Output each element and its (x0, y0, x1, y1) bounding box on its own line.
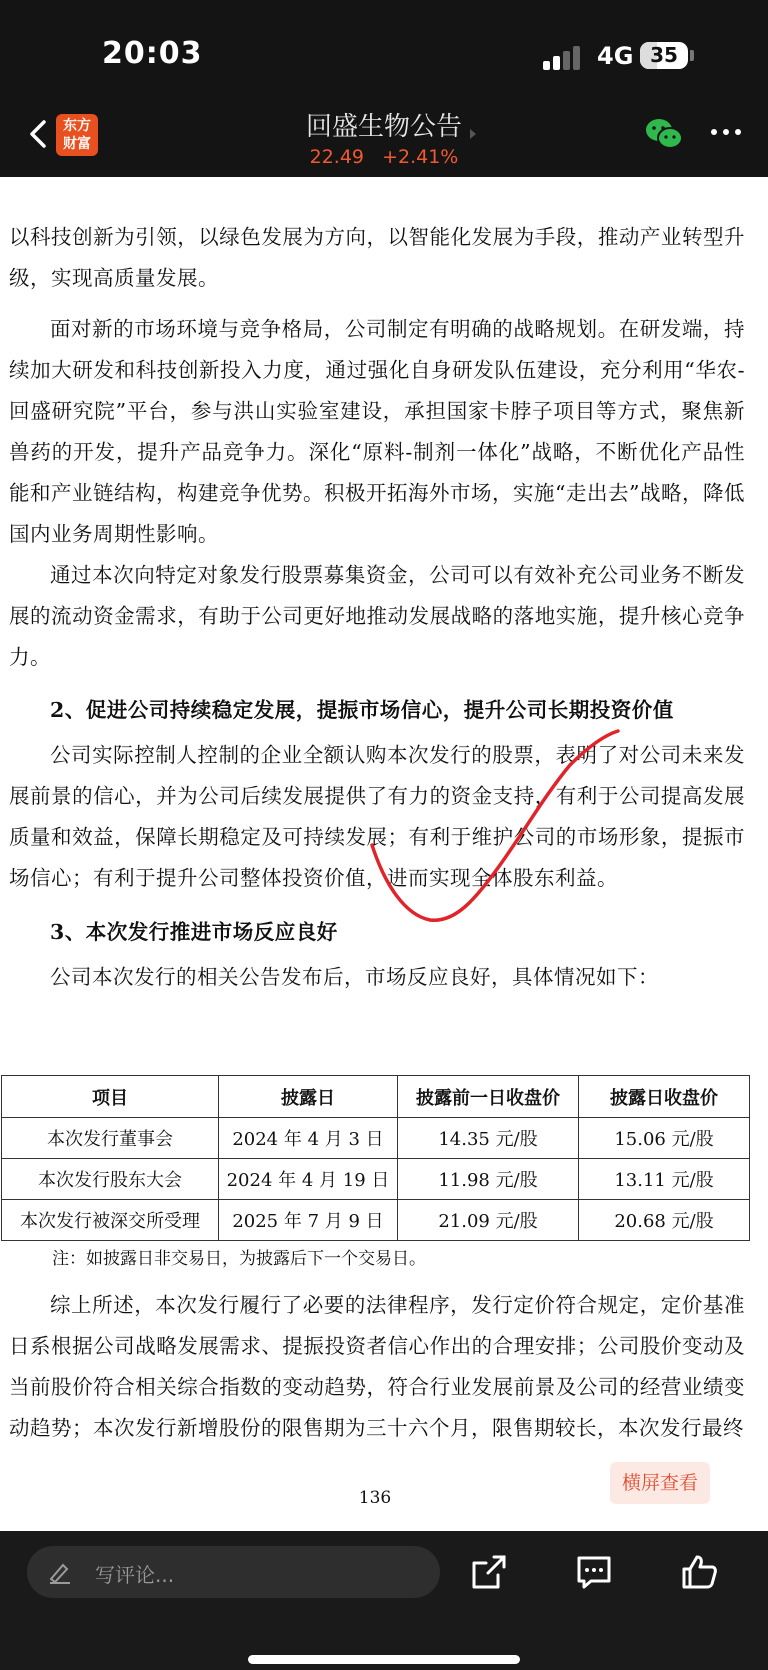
paragraph-3: 通过本次向特定对象发行股票募集资金，公司可以有效补充公司业务不断发展的流动资金需求，有助于公司更好地推动发展战略的落地实施，提升核心竞争力。 (9, 563, 745, 669)
stock-price: 22.49 (309, 146, 365, 168)
table-row (2, 1159, 750, 1200)
table-cell: 2024 年 4 月 3 日 (219, 1118, 398, 1159)
table-header: 披露前一日收盘价 (398, 1076, 579, 1118)
signal-icon (543, 44, 583, 70)
table-cell: 20.68 元/股 (579, 1200, 750, 1241)
table-cell: 本次发行被深交所受理 (2, 1200, 219, 1241)
paragraph-1: 以科技创新为引领，以绿色发展为方向，以智能化发展为手段，推动产业转型升级，实现高质量发展。 (9, 225, 745, 290)
page-title[interactable]: 回盛生物公告 (305, 112, 462, 142)
table-cell: 11.98 元/股 (398, 1159, 579, 1200)
table-header: 项目 (2, 1076, 219, 1118)
status-time: 20:03 (102, 36, 203, 71)
table-cell: 21.09 元/股 (398, 1200, 579, 1241)
table-cell: 15.06 元/股 (579, 1118, 750, 1159)
network-type: 4G (597, 42, 634, 70)
table-row (2, 1118, 750, 1159)
logo-text-2: 财富 (63, 136, 91, 152)
comment-input[interactable] (27, 1546, 440, 1598)
paragraph-5: 公司本次发行的相关公告发布后，市场反应良好，具体情况如下： (50, 965, 659, 989)
table-header: 披露日收盘价 (579, 1076, 750, 1118)
stock-change: +2.41% (382, 146, 459, 168)
logo-text-1: 东方 (63, 118, 91, 134)
battery-level: 35 (650, 43, 678, 67)
table-cell: 本次发行股东大会 (2, 1159, 219, 1200)
table-header-row (2, 1076, 750, 1118)
more-icon[interactable] (706, 122, 746, 142)
battery-icon (640, 42, 688, 69)
paragraph-6: 综上所述，本次发行履行了必要的法律程序，发行定价符合规定，定价基准日系根据公司战略发展需求、提振投资者信心作出的合理安排；公司股价变动及当前股价符合相关综合指数的变动趋势，符合行业发展前景及公司的经营业绩变动趋势；本次发行新增股份的限售期为三十六个月，限售期较长，本次发行最终 (9, 1293, 745, 1440)
table-header: 披露日 (219, 1076, 398, 1118)
battery-tip (690, 50, 694, 61)
table-cell: 13.11 元/股 (579, 1159, 750, 1200)
like-icon[interactable] (680, 1553, 718, 1591)
nav-bar (0, 100, 768, 177)
page-number: 136 (358, 1488, 392, 1508)
heading-2: 2、促进公司持续稳定发展，提振市场信心，提升公司长期投资价值 (50, 698, 674, 722)
wechat-icon[interactable] (644, 116, 684, 152)
home-indicator (248, 1655, 520, 1664)
heading-3: 3、本次发行推进市场反应良好 (50, 920, 338, 944)
pen-icon (47, 1559, 73, 1585)
comment-placeholder: 写评论... (95, 1563, 175, 1587)
table-cell: 2025 年 7 月 9 日 (219, 1200, 398, 1241)
title-arrow-icon (470, 129, 476, 139)
paragraph-4: 公司实际控制人控制的企业全额认购本次发行的股票，表明了对公司未来发展前景的信心，并为公司后续发展提供了有力的资金支持，有利于公司提高发展质量和效益，保障长期稳定及可持续发展；有利于维护公司的市场形象，提振市场信心；有利于提升公司整体投资价值，进而实现全体股东利益。 (9, 743, 745, 890)
price-table (1, 1075, 750, 1241)
table-cell: 2024 年 4 月 19 日 (219, 1159, 398, 1200)
handwritten-check-mark (360, 725, 630, 925)
share-icon[interactable] (470, 1553, 508, 1591)
table-row (2, 1200, 750, 1241)
comment-icon[interactable] (575, 1553, 613, 1591)
table-note: 注：如披露日非交易日，为披露后下一个交易日。 (52, 1249, 426, 1269)
paragraph-2: 面对新的市场环境与竞争格局，公司制定有明确的战略规划。在研发端，持续加大研发和科技创新投入力度，通过强化自身研发队伍建设，充分利用“华农-回盛研究院”平台，参与洪山实验室建设，承担国家卡脖子项目等方式，聚焦新兽药的开发，提升产品竞争力。深化“原料-制剂一体化”战略，不断优化产品性能和产业链结构，构建竞争优势。积极开拓海外市场，实施“走出去”战略，降低国内业务周期性影响。 (9, 317, 745, 546)
table-cell: 14.35 元/股 (398, 1118, 579, 1159)
bottom-toolbar (0, 1531, 768, 1670)
document-page[interactable] (0, 177, 768, 1531)
table-cell: 本次发行董事会 (2, 1118, 219, 1159)
status-bar (0, 0, 768, 100)
landscape-view-button[interactable]: 横屏查看 (610, 1462, 710, 1504)
